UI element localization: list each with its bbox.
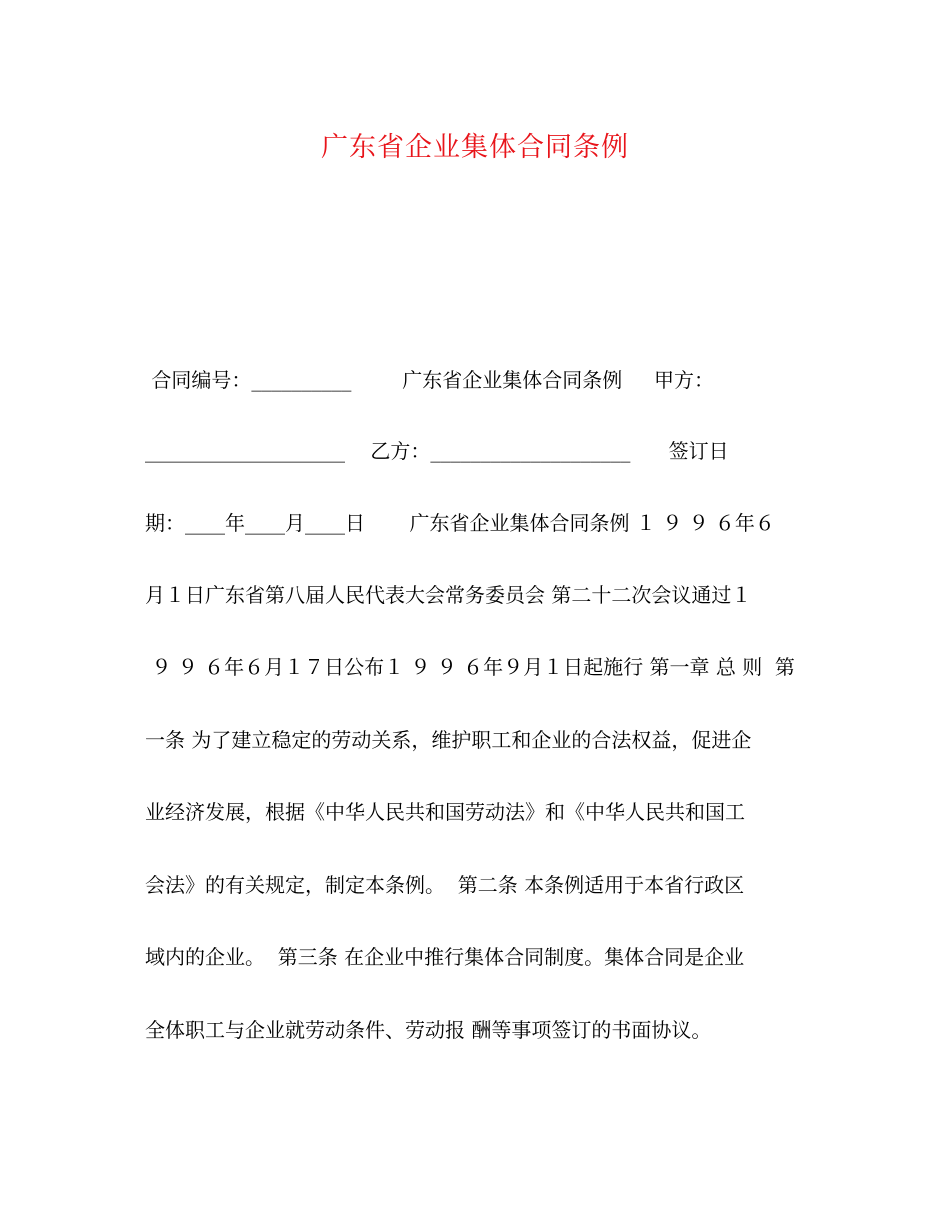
- body-line: ____________________ 乙方：____________________ 签订日: [145, 439, 729, 463]
- document-title: 广东省企业集体合同条例: [321, 132, 629, 163]
- body-line: ９ ９ ６年６月１７日公布１ ９ ９ ６年９月１日起施行 第一章 总 则 第: [145, 655, 795, 679]
- body-line: 月１日广东省第八届人民代表大会常务委员会 第二十二次会议通过１: [145, 583, 752, 607]
- body-line: 合同编号：__________ 广东省企业集体合同条例 甲方：: [145, 368, 715, 392]
- body-line: 业经济发展，根据《中华人民共和国劳动法》和《中华人民共和国工: [145, 800, 745, 824]
- body-line: 一条 为了建立稳定的劳动关系，维护职工和企业的合法权益，促进企: [145, 728, 752, 752]
- body-line: 期：____年____月____日 广东省企业集体合同条例 １ ９ ９ ６年６: [145, 511, 775, 535]
- body-line: 会法》的有关规定，制定本条例。 第二条 本条例适用于本省行政区: [145, 873, 745, 897]
- body-line: 域内的企业。 第三条 在企业中推行集体合同制度。集体合同是企业: [145, 945, 745, 969]
- body-line: 全体职工与企业就劳动条件、劳动报 酬等事项签订的书面协议。: [145, 1018, 712, 1042]
